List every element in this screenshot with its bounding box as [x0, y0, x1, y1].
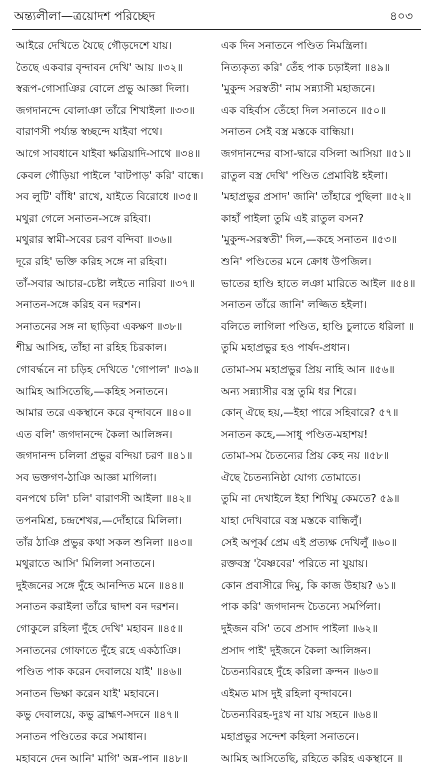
verse-line: তুমি না দেখাইলে ইহা শিখিমু কেমতে? ৫৯॥	[221, 493, 400, 506]
left-column	[16, 36, 216, 770]
verse-line: তোমা-সম চৈতন্যের প্রিয় কেহ নয় ॥৫৮॥	[221, 450, 389, 463]
verse-line: এত বলি' জগদানন্দে কৈলা আলিঙ্গন।	[16, 428, 173, 441]
verse-line: জগদানন্দ চলিলা প্রভুর বন্দিয়া চরণ ॥৪১॥	[16, 450, 193, 463]
verse-line: পাক করি' জগদানন্দ চৈতন্যে সমর্পিলা।	[221, 601, 381, 614]
verse-line: গোকুলে রহিলা দুঁহে দেখি' মহাবন ॥৪৫॥	[16, 623, 183, 636]
verse-line: সনাতন সেই বস্ত্র মস্তকে বান্ধিয়া।	[221, 126, 354, 139]
verse-line: নিত্যকৃত্য করি' তেঁহ পাক চড়াইলা ॥৪৯॥	[221, 61, 390, 74]
verse-line: ঐছে চৈতন্যনিষ্ঠা যোগ্য তোমাতে।	[221, 471, 361, 484]
verse-line: 'মহাপ্রভুর প্রসাদ' জানি' তাঁহারে পুছিলা ॥৫২॥	[221, 191, 412, 204]
verse-line: শুনি' পণ্ডিতের মনে ক্রোধ উপজিল।	[221, 255, 372, 268]
verse-line: সনাতনের সঙ্গ না ছাড়িবা একক্ষণ ॥৩৮॥	[16, 320, 183, 333]
verse-line: চৈতন্যবিরহ-দুঃখ না যায় সহনে ॥৬৪॥	[221, 709, 378, 722]
verse-line: তাঁ-সবার আচার-চেষ্টা লইতে নারিবা ॥৩৭॥	[16, 277, 195, 290]
verse-line: আমিহ আসিতেছি, রহিতে করিহ একস্থানে ॥	[221, 752, 403, 765]
verse-line: সনাতনের গোফাতে দুঁহে রহে একঠাঞি।	[16, 644, 181, 657]
verse-line: জগদানন্দে বোলাঞা তাঁরে শিখাইলা ॥৩৩॥	[16, 104, 195, 117]
verse-line: প্রসাদ পাই' দুইজনে কৈলা আলিঙ্গন।	[221, 644, 371, 657]
verse-line: 'মুকুন্দ-সরস্বতী' দিল,—কহে সনাতন ॥৫৩॥	[221, 234, 397, 247]
verse-line: দুইজন বসি' তবে প্রসাদ পাইলা ॥৬২॥	[221, 623, 378, 636]
right-column	[221, 36, 421, 770]
verse-line: মহাবনে দেন আনি' মাগি' অন্ন-পান ॥৪৮॥	[16, 752, 188, 765]
verse-line: আগে সাবধানে যাইবা ক্ষত্রিয়াদি-সাথে ॥৩৪॥	[16, 147, 201, 160]
verse-line: সনাতন করাইলা তাঁরে দ্বাদশ বন দরশন।	[16, 601, 179, 614]
verse-line: কোন্ ঐছে হয়,—ইহা পারে সহিবারে? ৫৭॥	[221, 407, 399, 420]
page-number: ৪০৩	[389, 9, 413, 23]
verse-line: কেবল গৌড়িয়া পাইলে 'বাটপাড়' করি' বান্ধে।	[16, 169, 204, 182]
verse-line: এইমত মাস দুই রহিলা বৃন্দাবনে।	[221, 687, 353, 700]
verse-line: তোমা-সম মহাপ্রভুর প্রিয় নাহি আন ॥৫৬॥	[221, 363, 395, 376]
verse-line: মহাপ্রভুর সন্দেশ কহিলা সনাতনে।	[221, 731, 359, 743]
verse-line: রক্তবস্ত্র 'বৈষ্ণবের' পরিতে না যুয়ায়।	[221, 558, 369, 571]
verse-line: রাতুল বস্ত্র দেখি' পণ্ডিত প্রেমাবিষ্ট হইলা।	[221, 169, 388, 182]
verse-line: মথুরা গেলে সনাতন-সঙ্গে রহিবা।	[16, 212, 152, 225]
running-header	[14, 6, 417, 26]
verse-line: বলিতে লাগিলা পণ্ডিত, হাণ্ডি চুলাতে ধরিলা ॥	[221, 320, 414, 333]
verse-line: তৈছে একবার বৃন্দাবন দেখি' আয় ॥৩২॥	[16, 61, 183, 74]
verse-line: দুইজনের সঙ্গে দুঁহে আনন্দিত মনে ॥৪৪॥	[16, 579, 184, 592]
verse-line: শীঘ্র আসিহ, তাঁহা না রহিহ চিরকাল।	[16, 342, 167, 355]
verse-line: আইরে দেখিতে যৈছে গৌড়দেশে যায়।	[16, 40, 172, 52]
verse-line: সব লুটি' বাঁধি' রাখে, যাইতে বিরোধে ॥৩৫॥	[16, 191, 198, 204]
verse-line: জগদানন্দের বাসা-দ্বারে বসিলা আসিয়া ॥৫১॥	[221, 147, 412, 160]
verse-line: মথুরার স্বামী-সবের চরণ বন্দিবা ॥৩৬॥	[16, 234, 173, 247]
chapter-title: অন্ত্যলীলা—ত্রয়োদশ পরিচ্ছেদ	[14, 9, 156, 23]
verse-line: কভু দেবালয়ে, কভু ব্রাহ্মণ-সদনে ॥৪৭॥	[16, 709, 180, 722]
verse-line: চৈতন্যবিরহে দুঁহে করিলা ক্রন্দন ॥৬৩॥	[221, 666, 379, 679]
verse-line: তপনমিশ্র, চন্দ্রশেখর,—দোঁহারে মিলিলা।	[16, 515, 182, 528]
verse-line: মথুরাতে আসি' মিলিলা সনাতনে।	[16, 558, 155, 571]
verse-line: সনাতন-সঙ্গে করিহ বন দরশন।	[16, 299, 141, 312]
verse-line: পণ্ডিত পাক করেন দেবালয়ে যাই' ॥৪৬॥	[16, 666, 183, 679]
verse-line: বনপথে চলি' চলি' বারাণসী আইলা ॥৪২॥	[16, 493, 192, 506]
verse-line: সনাতন ভিক্ষা করেন যাই' মহাবনে।	[16, 687, 159, 700]
verse-line: আমার তরে একস্থানে করে বৃন্দাবনে ॥৪০॥	[16, 407, 192, 420]
verse-line: এক দিন সনাতনে পণ্ডিত নিমন্ত্রিলা।	[221, 40, 368, 52]
verse-line: বারাণসী পর্য্যন্ত স্বচ্ছন্দে যাইবা পথে।	[16, 126, 163, 139]
verse-line: তাঁর ঠাঞি প্রভুর কথা সকল শুনিলা ॥৪৩॥	[16, 536, 193, 549]
verse-line: সনাতন তাঁরে জানি' লজ্জিত হইলা।	[221, 299, 367, 312]
verse-line: ভাতের হাণ্ডি হাতে লঞা মারিতে আইল ॥৫৪॥	[221, 277, 416, 290]
verse-line: গোবর্দ্ধনে না চড়িহ দেখিতে 'গোপাল' ॥৩৯॥	[16, 363, 199, 376]
verse-line: এক বহির্বাস তেঁহো দিল সনাতনে ॥৫০॥	[221, 104, 387, 117]
verse-line: কাহাঁ পাইলা তুমি এই রাতুল বসন?	[221, 212, 364, 225]
verse-line: অন্য সন্ন্যাসীর বস্ত্র তুমি ধর শিরে।	[221, 385, 357, 398]
verse-line: আমিহ আসিতেছি,—কহিহ সনাতনে।	[16, 385, 168, 398]
verse-line: সেই অপূর্ব্ব প্রেম এই প্রত্যক্ষ দেখিলুঁ ॥৬০॥	[221, 536, 397, 549]
verse-line: 'মুকুন্দ সরস্বতী' নাম সন্ন্যাসী মহাজনে।	[221, 83, 376, 96]
verse-line: দূরে রহি' ভক্তি করিহ সঙ্গে না রহিবা।	[16, 255, 168, 268]
verse-line: তুমি মহাপ্রভুর হও পার্ষদ-প্রধান।	[221, 342, 350, 355]
verse-line: কোন প্রবাসীরে দিমু, কি কাজ উহায়? ৬১॥	[221, 579, 397, 592]
header-rule	[12, 29, 421, 30]
verse-line: সব ভক্তগণ-ঠাঞি আজ্ঞা মাগিলা।	[16, 471, 157, 484]
verse-line: স্বরূপ-গোসাঞির বোলে প্রভু আজ্ঞা দিলা।	[16, 83, 190, 96]
verse-line: যাহা দেখিবারে বস্ত্র মস্তকে বান্ধিলুঁ।	[221, 515, 362, 528]
verse-line: সনাতন পণ্ডিতের করে সমাধান।	[16, 731, 147, 743]
verse-line: সনাতন কহে,—সাধু পণ্ডিত-মহাশয়!	[221, 428, 368, 441]
